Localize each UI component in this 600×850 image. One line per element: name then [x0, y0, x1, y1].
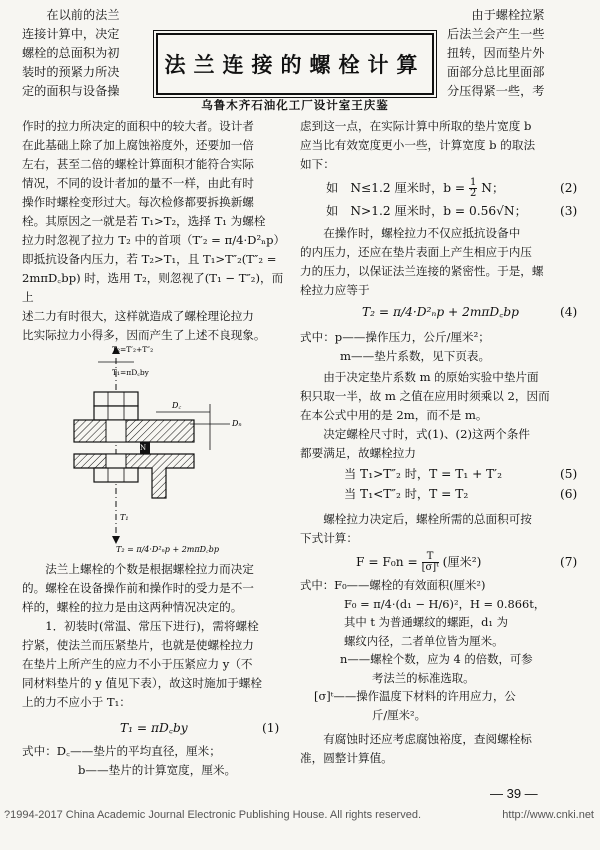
text-line: 积只取一半，故 m 之值在应用时须乘以 2，因而	[300, 389, 550, 403]
dn-label: Dₙ	[232, 419, 242, 428]
text-line: 决定螺栓尺寸时，式(1)、(2)这两个条件	[323, 427, 530, 441]
text-line: 应当比有效宽度更小一些，计算宽度 b 的取法	[300, 138, 536, 152]
equation-7-number: (7)	[560, 555, 578, 569]
where-line: 式中：D꜀——垫片的平均直径，厘米；	[22, 744, 221, 758]
intro-left	[22, 6, 150, 101]
where-line: 螺纹内径，二者单位皆为厘米。	[344, 633, 504, 648]
text-line: 同材料垫片的 y 值见下表），故这时施加于螺栓	[22, 676, 262, 690]
intro-left-line: 在以前的法兰	[46, 8, 120, 22]
text-line: 螺栓拉力决定后，螺栓所需的总面积可按	[323, 512, 532, 526]
equation-2-number: (2)	[560, 181, 578, 195]
where-line: [σ]ᵗ——操作温度下材料的许用应力，公	[314, 689, 516, 703]
where-line: 式中：F₀——螺栓的有效面积(厘米²)	[300, 578, 486, 592]
equation-4-number: (4)	[560, 305, 578, 319]
text-line: 述二力有时很大，这样就造成了螺栓理论拉力	[22, 309, 254, 323]
text-line: 1．初装时(常温、常压下进行)，需将螺栓	[45, 619, 259, 633]
t2-label: T₂=T′₂+T″₂	[112, 345, 154, 354]
text-line: 左右，甚至二倍的螺栓计算面积才能符合实际	[22, 157, 254, 171]
text-line: 栓拉力应等于	[300, 283, 370, 297]
equation-7	[356, 552, 481, 573]
where-line: b——垫片的计算宽度，厘米。	[78, 763, 237, 777]
intro-right-line: 面部分总比里面部	[447, 65, 545, 79]
intro-right-line: 分压得紧一些，考	[447, 84, 545, 98]
copyright-notice: ?1994-2017 China Academic Journal Electronic Publishing House. All rights reserved.	[4, 809, 422, 821]
text-line: 在垫片上所产生的应力不小于压紧应力 y（不	[22, 657, 253, 671]
where-line: 其中 t 为普通螺纹的螺距，d₁ 为	[344, 615, 508, 629]
text-line: 由于决定垫片系数 m 的原始实验中垫片面	[323, 370, 539, 384]
right-column-end	[300, 730, 584, 768]
text-line: 拉力时忽视了拉力 T₂ 中的首项（T′₂ = π/4·D²ₙp）	[22, 233, 286, 247]
right-column-mid	[300, 224, 584, 300]
where-line: 式中：p——操作压力，公斤/厘米²；	[300, 330, 490, 344]
upper-flange	[74, 420, 194, 442]
t1-label: T₁	[120, 513, 129, 522]
text-line: 上的力不应小于 T₁：	[22, 695, 131, 709]
where-line: F₀ = π/4·(d₁ − H/6)²，H = 0.866t，	[344, 596, 546, 611]
text-line: 在操作时，螺栓拉力不仅应抵抗设备中	[323, 226, 521, 240]
where-line: n——螺栓个数，应为 4 的倍数，可参	[340, 652, 533, 666]
text-line: 作时的拉力所决定的面积中的较大者。设计者	[22, 119, 254, 133]
n-label: N	[140, 444, 147, 452]
equation-7-lhs: F = F₀n =	[356, 555, 418, 569]
nut-bottom	[94, 468, 138, 482]
where-block-1	[22, 742, 290, 780]
intro-right-line: 扭转，因而垫片外	[447, 46, 545, 60]
right-column-mid3	[300, 510, 584, 548]
text-line: 2mπD꜀bp) 时，选用 T₂，则忽视了(T₁ − T″₂)，而上	[22, 271, 284, 304]
equation-7-tail: (厘米²)	[442, 555, 482, 569]
frac-numerator: 1	[470, 177, 477, 188]
equation-1-number: (1)	[262, 721, 280, 735]
t1-top-label: T₁=πD꜀by	[112, 368, 149, 377]
text-line: 操作时螺栓变形过大。每次检修都要拆换新螺	[22, 195, 254, 209]
equation-2-tail: N；	[481, 181, 505, 195]
text-line: 在此基础上除了加上腐蚀裕度外，还要加一倍	[22, 138, 254, 152]
text-line: 拧紧，使法兰而压紧垫片，也就是使螺栓拉力	[22, 638, 254, 652]
intro-right-line: 后法兰会产生一些	[447, 27, 545, 41]
where-line: m——垫片系数，见下页表。	[340, 349, 491, 363]
equation-5: 当 T₁>T″₂ 时，T = T₁ + T′₂	[344, 467, 502, 481]
frac-numerator: T	[422, 552, 439, 563]
text-line: 力的压力，以保证法兰连接的紧密性。于是，螺	[300, 264, 544, 278]
article-title: 法兰连接的螺栓计算	[164, 52, 426, 77]
text-line: 准，圆整计算值。	[300, 751, 393, 765]
intro-right-line: 由于螺栓拉紧	[471, 8, 545, 22]
equation-5-number: (5)	[560, 467, 578, 481]
website-link[interactable]: http://www.cnki.net	[502, 809, 594, 821]
fraction	[469, 178, 477, 199]
text-line: 的。螺栓在设备操作前和操作时的受力是不一	[22, 581, 254, 595]
text-line: 样的，螺栓的拉力是由这两种情况决定的。	[22, 600, 243, 614]
intro-left-line: 连接计算中，决定	[22, 27, 120, 41]
equation-3-number: (3)	[560, 204, 578, 218]
frac-denominator: 2	[470, 188, 477, 199]
text-line: 即抵抗设备内压力，若 T₂>T₁，且 T₁>T″₂(T″₂ =	[22, 252, 277, 266]
equation-6-number: (6)	[560, 487, 578, 501]
equation-2-cond: 如 N≤1.2 厘米时，b =	[326, 181, 466, 195]
page-number: — 39 —	[490, 786, 538, 801]
nut-top	[94, 392, 138, 406]
right-column-mid2	[300, 368, 584, 463]
text-line: 比实际拉力小得多，因而产生了上述不良现象。	[22, 328, 266, 342]
dc-label: D꜀	[172, 401, 182, 410]
intro-left-line: 装时的预紧力所决	[22, 65, 120, 79]
text-line: 情况，不同的设计者加的量不一样，由此有时	[22, 176, 254, 190]
intro-left-line: 螺栓的总面积为初	[22, 46, 120, 60]
where-block-4	[300, 328, 584, 366]
where-line: 考法兰的标准选取。	[372, 670, 475, 685]
title-frame	[156, 33, 434, 95]
page-footer	[0, 809, 600, 831]
text-line: 有腐蚀时还应考虑腐蚀裕度，查阅螺栓标	[323, 732, 532, 746]
equation-1: T₁ = πD꜀by	[120, 721, 188, 735]
intro-right	[447, 6, 582, 101]
nut-top-2	[94, 406, 138, 420]
equation-4: T₂ = π/4·D²ₙp + 2mπD꜀bp	[362, 305, 519, 319]
figure-formula: T₂ = π/4·D²ₙp + 2mπD꜀bp	[116, 545, 220, 554]
text-line: 法兰上螺栓的个数是根据螺栓拉力而决定	[45, 562, 254, 576]
where-block-7	[300, 576, 584, 724]
equation-6: 当 T₁<T″₂ 时，T = T₂	[344, 487, 469, 501]
right-column-top	[300, 117, 584, 174]
text-line: 栓。其原因之一就是若 T₁>T₂，选择 T₁ 为螺栓	[22, 214, 266, 228]
equation-2	[326, 178, 504, 199]
text-line: 的内压力，还应在垫片表面上产生相应于内压	[300, 245, 532, 259]
intro-left-line: 定的面积与设备操	[22, 84, 120, 98]
text-line: 下式计算：	[300, 531, 358, 545]
equation-3: 如 N>1.2 厘米时，b = 0.56√N；	[326, 204, 527, 218]
arrow-down-icon	[112, 536, 120, 544]
text-line: 虑到这一点，在实际计算中所取的垫片宽度 b	[300, 119, 532, 133]
text-line: 都要满足，故螺栓拉力	[300, 446, 416, 460]
flange-bolt-figure	[60, 340, 280, 555]
where-line: 斤/厘米²。	[372, 707, 426, 722]
text-line: 如下：	[300, 157, 335, 171]
fraction	[422, 552, 439, 573]
text-line: 在本公式中用的是 2m，而不是 m。	[300, 408, 488, 422]
frac-denominator: [σ]ᵗ	[421, 562, 439, 573]
left-column-bottom	[22, 560, 290, 712]
left-column-top	[22, 117, 290, 345]
article-byline: 乌鲁木齐石油化工厂设计室王庆鉴	[201, 98, 389, 112]
